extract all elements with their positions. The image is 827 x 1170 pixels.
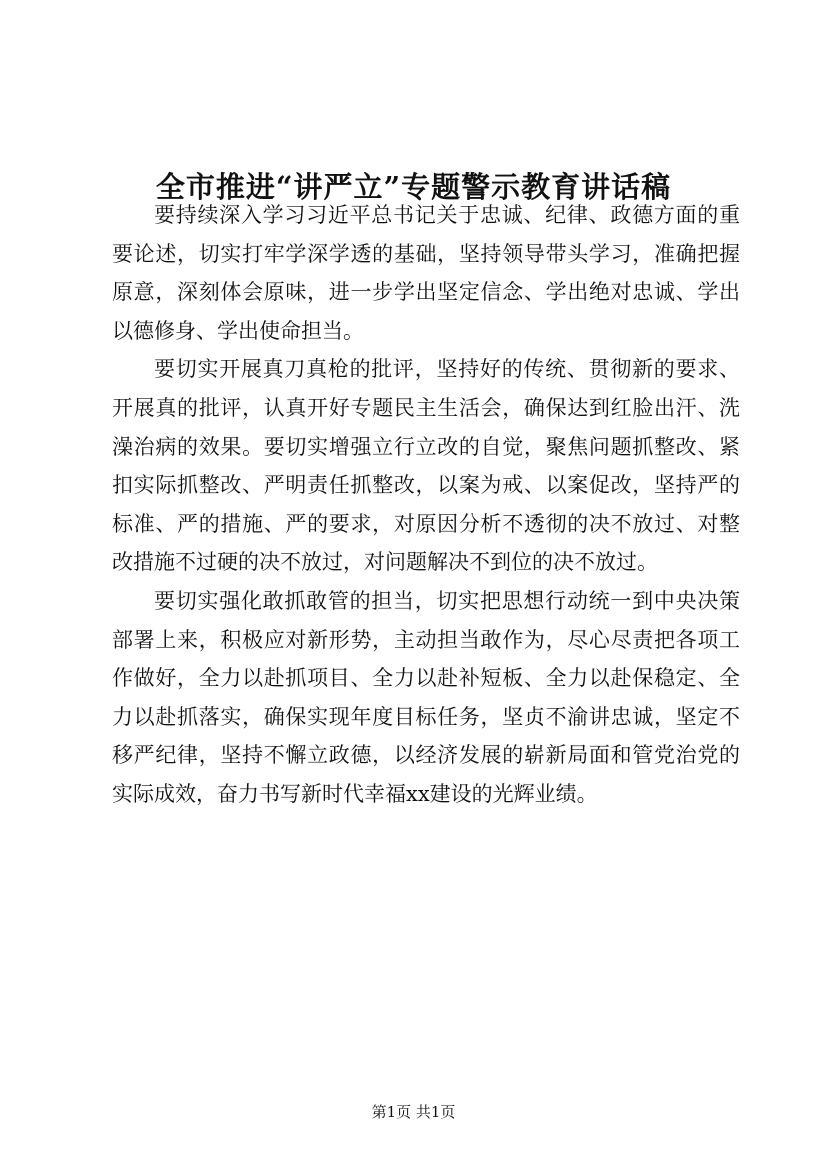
paragraph-1: 要持续深入学习习近平总书记关于忠诚、纪律、政德方面的重要论述，切实打牢学深学透的基础，坚持领导带头学习，准确把握原意，深刻体会原味，进一步学出坚定信念、学出绝对忠诚、学出以德修身、学出使命担当。 [112, 203, 740, 343]
document-title: 全市推进“讲严立”专题警示教育讲话稿 [155, 170, 672, 205]
page-number-footer: 第1页 共1页 [371, 1103, 456, 1121]
paragraph-3: 要切实强化敢抓敢管的担当，切实把思想行动统一到中央决策部署上来，积极应对新形势，主动担当敢作为，尽心尽责把各项工作做好，全力以赴抓项目、全力以赴补短板、全力以赴保稳定、全力以赴抓落实，确保实现年度目标任务，坚贞不渝讲忠诚，坚定不移严纪律，坚持不懈立政德，以经济发展的崭新局面和管党治党的实际成效，奋力书写新时代幸福xx建设的光辉业绩。 [112, 588, 740, 806]
document-body [112, 196, 740, 814]
paragraph-2: 要切实开展真刀真枪的批评，坚持好的传统、贯彻新的要求、开展真的批评，认真开好专题民主生活会，确保达到红脸出汗、洗澡治病的效果。要切实增强立行立改的自觉，聚焦问题抓整改、紧扣实际抓整改、严明责任抓整改，以案为戒、以案促改，坚持严的标准、严的措施、严的要求，对原因分析不透彻的决不放过、对整改措施不过硬的决不放过，对问题解决不到位的决不放过。 [112, 357, 740, 575]
